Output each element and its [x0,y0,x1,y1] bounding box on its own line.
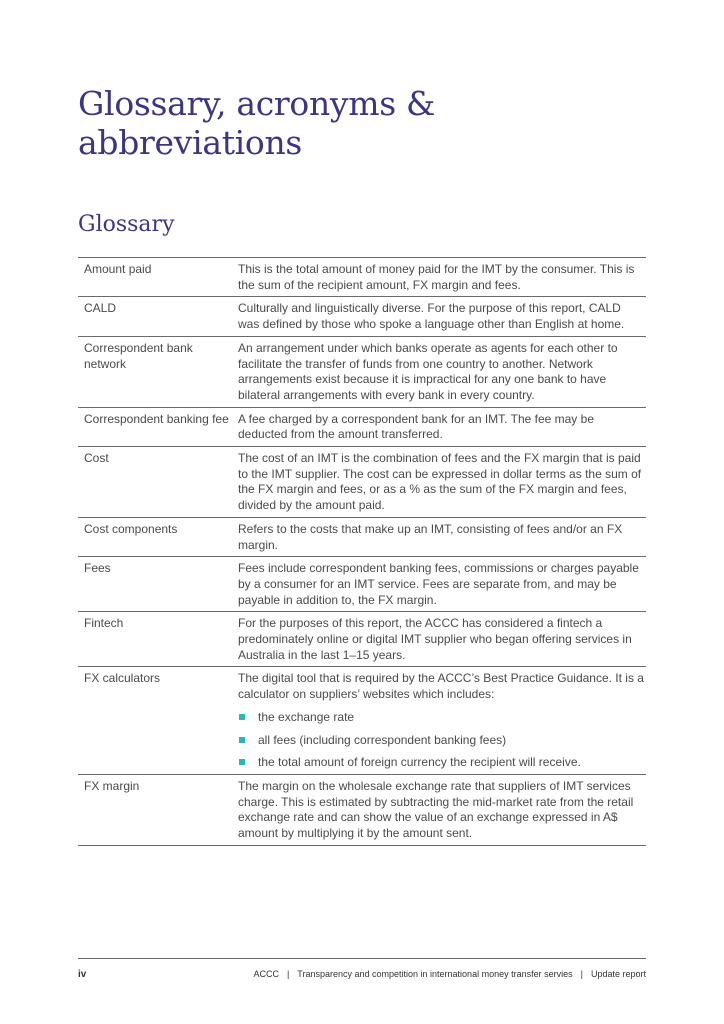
glossary-row-cost-components [78,518,646,557]
footer-divider [78,958,646,959]
glossary-definition: Refers to the costs that make up an IMT, consisting of fees and/or an FX margin. [238,521,623,552]
list-item [238,733,644,749]
footer-org: ACCC [253,969,279,979]
footer-report-type: Update report [590,969,646,979]
section-heading-glossary: Glossary [78,212,175,237]
glossary-definition-with-list [234,671,644,771]
glossary-definition: Culturally and linguistically diverse. For the purpose of this report, CALD was defined by those who spoke a language other than English at home. [238,301,625,332]
page-title: Glossary, acronyms & abbreviations [78,84,436,162]
glossary-term: CALD [84,301,117,316]
glossary-term: Cost [84,451,109,466]
glossary-row-fees [78,557,646,612]
square-bullet-icon [239,737,245,743]
glossary-table [78,257,646,846]
glossary-definition: A fee charged by a correspondent bank for an IMT. The fee may be deducted from the amount transferred. [238,411,594,442]
glossary-row-amount-paid [78,258,646,297]
footer-separator: | [286,969,290,979]
glossary-definition: An arrangement under which banks operate as agents for each other to facilitate the transfer of funds from one country to another. Network arrangements exist because it is impractical for any one bank to have bilateral arrangements with every bank in every country. [238,340,618,402]
list-item-text: the total amount of foreign currency the recipient will receive. [258,755,581,770]
page-number: iv [78,969,87,980]
glossary-definition: Fees include correspondent banking fees, commissions or charges payable by a consumer for an IMT service. Fees are separate from, and may be payable in addition to, the FX margin. [238,561,639,607]
list-item-text: all fees (including correspondent banking fees) [258,732,507,747]
glossary-definition: The margin on the wholesale exchange rate that suppliers of IMT services charge. This is estimated by subtracting the mid-market rate from the retail exchange rate and can show the value of an exchange expressed in A$ amount by multiplying it by the amount sent. [238,778,634,841]
glossary-term: Fees [84,561,111,576]
footer-report-title: Transparency and competition in international money transfer servies [297,969,573,979]
bullet-list [238,710,644,771]
square-bullet-icon [239,759,245,765]
glossary-definition: The digital tool that is required by the ACCC’s Best Practice Guidance. It is a calculator on suppliers’ websites which includes: [238,671,644,702]
glossary-row-fx-calculators [78,667,646,775]
glossary-row-cald [78,297,646,336]
glossary-definition: For the purposes of this report, the ACCC has considered a fintech a predominately online or digital IMT supplier who began offering services in Australia in the last 1–15 years. [238,616,632,662]
glossary-term: Correspondent banking fee [84,411,229,426]
list-item [238,755,644,771]
glossary-row-correspondent-bank-network [78,337,646,408]
list-item-text: the exchange rate [258,709,355,724]
glossary-row-cost [78,447,646,518]
glossary-term: Amount paid [84,262,152,276]
glossary-term: FX calculators [84,671,161,686]
glossary-row-fx-margin [78,775,646,846]
glossary-term: Cost components [84,521,178,536]
glossary-row-fintech [78,612,646,667]
glossary-term: Correspondent bank network [84,340,193,371]
footer-separator: | [580,969,583,979]
glossary-definition: This is the total amount of money paid for the IMT by the consumer. This is the sum of the recipient amount, FX margin and fees. [238,262,635,292]
glossary-term: Fintech [84,616,124,631]
glossary-term: FX margin [84,778,140,793]
footer-running-title [253,969,646,979]
glossary-definition: The cost of an IMT is the combination of fees and the FX margin that is paid to the IMT supplier. The cost can be expressed in dollar terms as the sum of the FX margin and fees, or as a % as the sum of the FX margin and fees, divided by the amount paid. [238,451,642,513]
glossary-row-correspondent-banking-fee [78,408,646,447]
square-bullet-icon [239,714,245,720]
list-item [238,710,644,726]
